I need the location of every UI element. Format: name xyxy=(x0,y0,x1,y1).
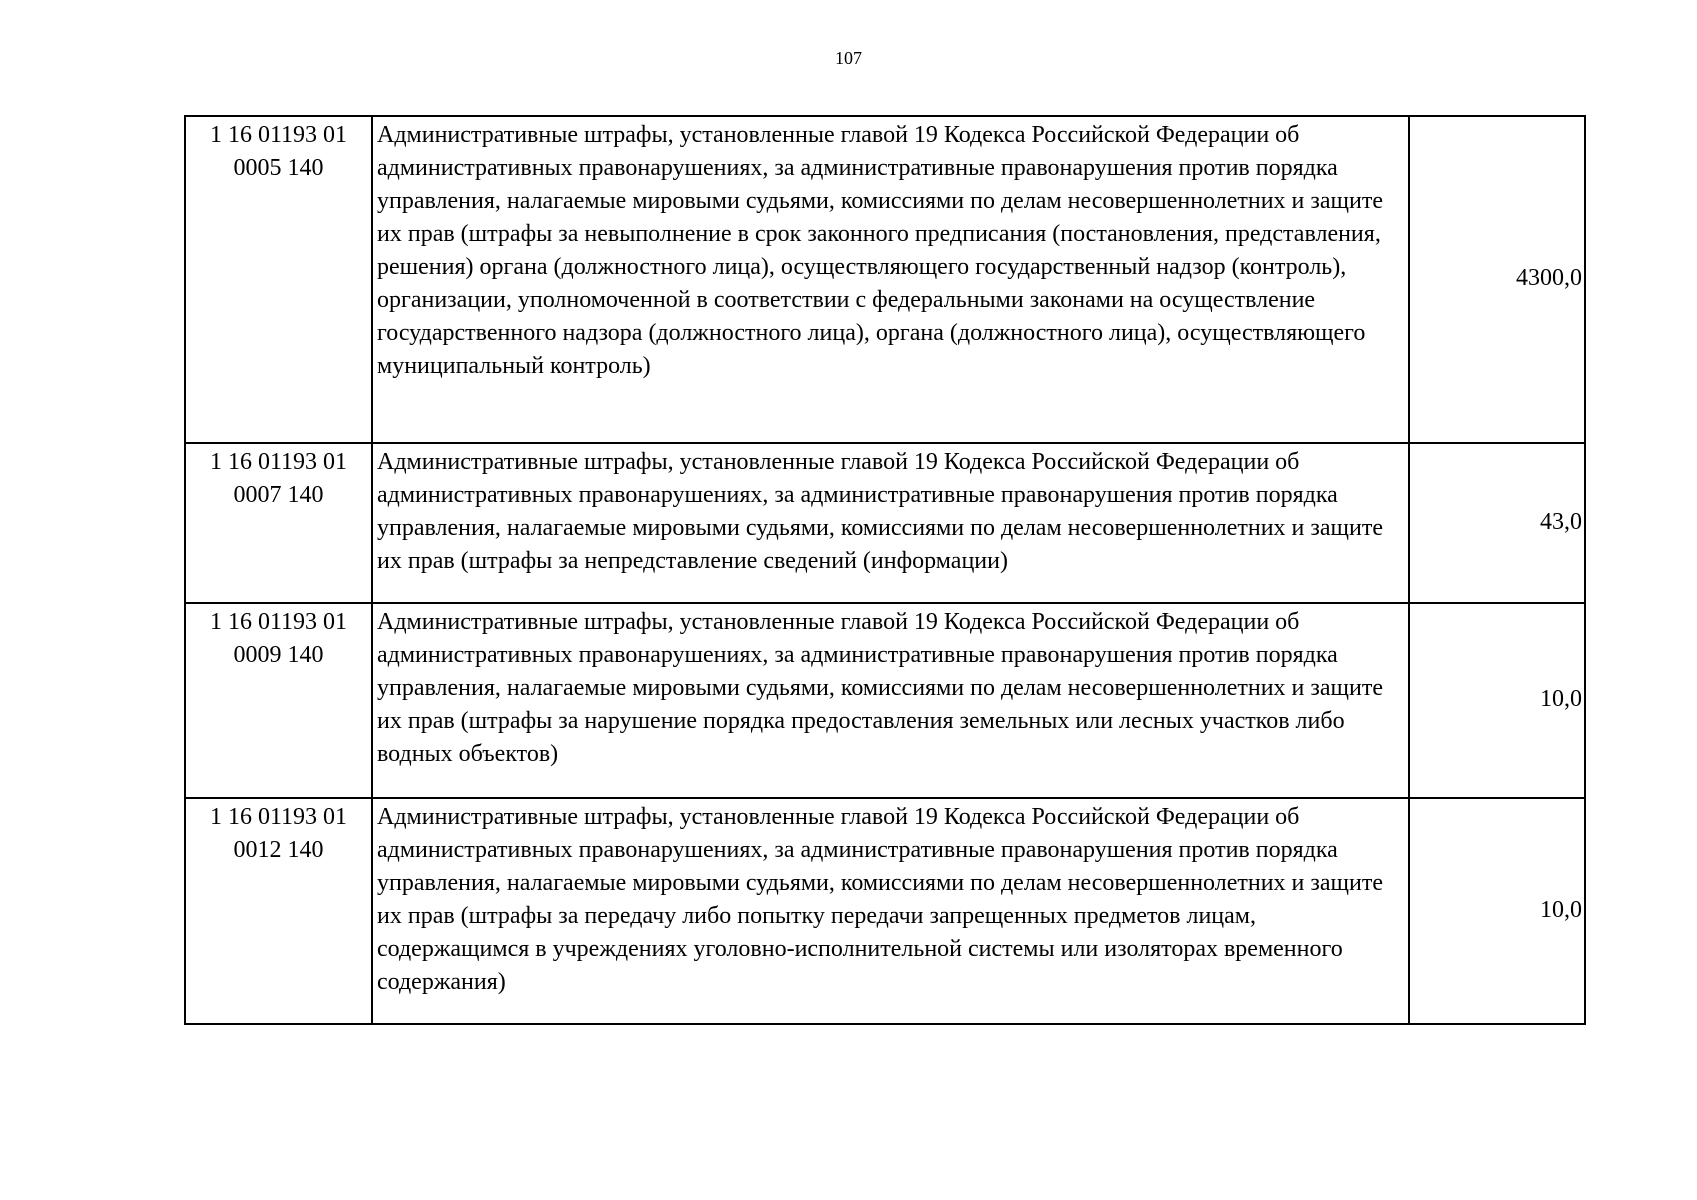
table-row xyxy=(185,603,1585,798)
budget-code-line: 1 16 01193 01 xyxy=(209,122,348,148)
budget-code-line: 1 16 01193 01 xyxy=(209,804,348,830)
description-cell: Административные штрафы, установленные главой 19 Кодекса Российской Федерации об административных правонарушениях, за административные правонарушения против порядка управления, налагаемые мировыми судьями, комиссиями по делам несовершеннолетних и защите их прав (штрафы за нарушение порядка предоставления земельных или лесных участков либо водных объектов) xyxy=(372,603,1409,798)
budget-code-line: 1 16 01193 01 xyxy=(209,449,348,475)
budget-code-line: 0012 140 xyxy=(233,837,324,863)
budget-table xyxy=(184,115,1586,1025)
budget-code-cell xyxy=(185,603,372,798)
budget-code-cell xyxy=(185,443,372,603)
table-row xyxy=(185,443,1585,603)
table-row xyxy=(185,116,1585,443)
budget-code-cell xyxy=(185,798,372,1024)
amount-cell: 4300,0 xyxy=(1409,116,1585,443)
amount-cell: 43,0 xyxy=(1409,443,1585,603)
amount-cell: 10,0 xyxy=(1409,798,1585,1024)
description-cell: Административные штрафы, установленные главой 19 Кодекса Российской Федерации об административных правонарушениях, за административные правонарушения против порядка управления, налагаемые мировыми судьями, комиссиями по делам несовершеннолетних и защите их прав (штрафы за невыполнение в срок законного предписания (постановления, представления, решения) органа (должностного лица), осуществляющего государственный надзор (контроль), организации, уполномоченной в соответствии с федеральными законами на осуществление государственного надзора (должностного лица), органа (должностного лица), осуществляющего муниципальный контроль) xyxy=(372,116,1409,443)
budget-code-line: 0005 140 xyxy=(233,155,324,181)
budget-code-line: 0007 140 xyxy=(233,482,324,508)
budget-code-cell xyxy=(185,116,372,443)
budget-code-line: 1 16 01193 01 xyxy=(209,609,348,635)
description-cell: Административные штрафы, установленные главой 19 Кодекса Российской Федерации об административных правонарушениях, за административные правонарушения против порядка управления, налагаемые мировыми судьями, комиссиями по делам несовершеннолетних и защите их прав (штрафы за передачу либо попытку передачи запрещенных предметов лицам, содержащимся в учреждениях уголовно-исполнительной системы или изоляторах временного содержания) xyxy=(372,798,1409,1024)
table-row xyxy=(185,798,1585,1024)
budget-code-line: 0009 140 xyxy=(233,642,324,668)
amount-cell: 10,0 xyxy=(1409,603,1585,798)
page-number: 107 xyxy=(835,48,862,68)
description-cell: Административные штрафы, установленные главой 19 Кодекса Российской Федерации об административных правонарушениях, за административные правонарушения против порядка управления, налагаемые мировыми судьями, комиссиями по делам несовершеннолетних и защите их прав (штрафы за непредставление сведений (информации) xyxy=(372,443,1409,603)
